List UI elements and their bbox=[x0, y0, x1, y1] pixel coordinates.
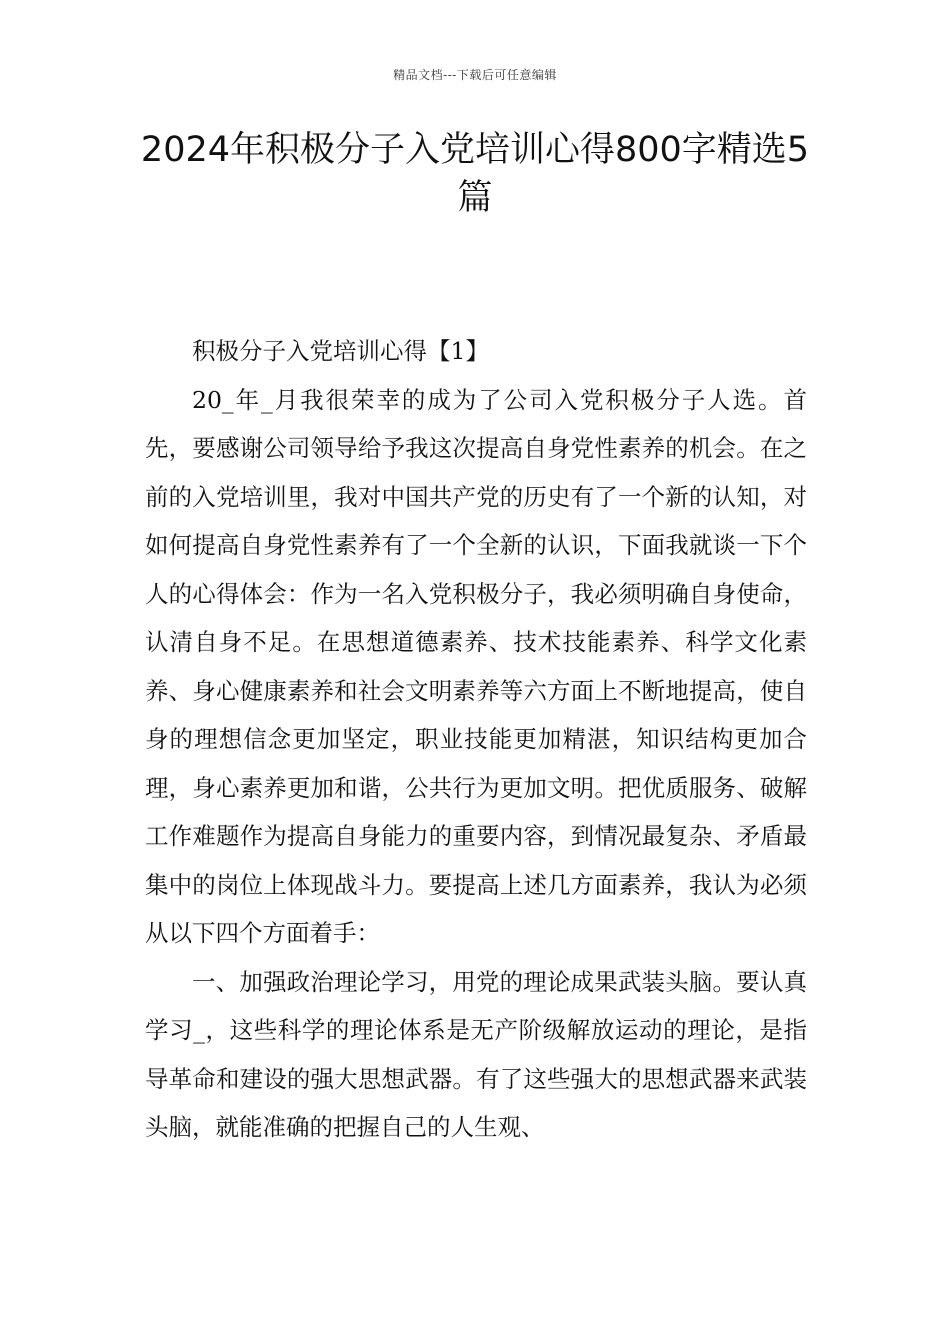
paragraph-2: 一、加强政治理论学习，用党的理论成果武装头脑。要认真学习_，这些科学的理论体系是无产阶级解放运动的理论，是指导革命和建设的强大思想武器。有了这些强大的思想武器来武装头脑，就能准确的把握自己的人生观、 bbox=[145, 967, 807, 1141]
paragraph-1: 20_年_月我很荣幸的成为了公司入党积极分子人选。首先，要感谢公司领导给予我这次提高自身党性素养的机会。在之前的入党培训里，我对中国共产党的历史有了一个新的认知，对如何提高自身党性素养有了一个全新的认识，下面我就谈一下个人的心得体会：作为一名入党积极分子，我必须明确自身使命，认清自身不足。在思想道德素养、技术技能素养、科学文化素养、身心健康素养和社会文明素养等六方面上不断地提高，使自身的理想信念更加坚定，职业技能更加精湛，知识结构更加合理，身心素养更加和谐，公共行为更加文明。把优质服务、破解工作难题作为提高自身能力的重要内容，到情况最复杂、矛盾最集中的岗位上体现战斗力。要提高上述几方面素养，我认为必须从以下四个方面着手： bbox=[145, 385, 807, 947]
header-note: 精品文档---下载后可任意编辑 bbox=[393, 68, 557, 82]
document-title: 2024年积极分子入党培训心得800字精选5篇 bbox=[140, 130, 810, 218]
document-body bbox=[145, 327, 807, 1152]
section-heading: 积极分子入党培训心得【1】 bbox=[192, 337, 489, 365]
